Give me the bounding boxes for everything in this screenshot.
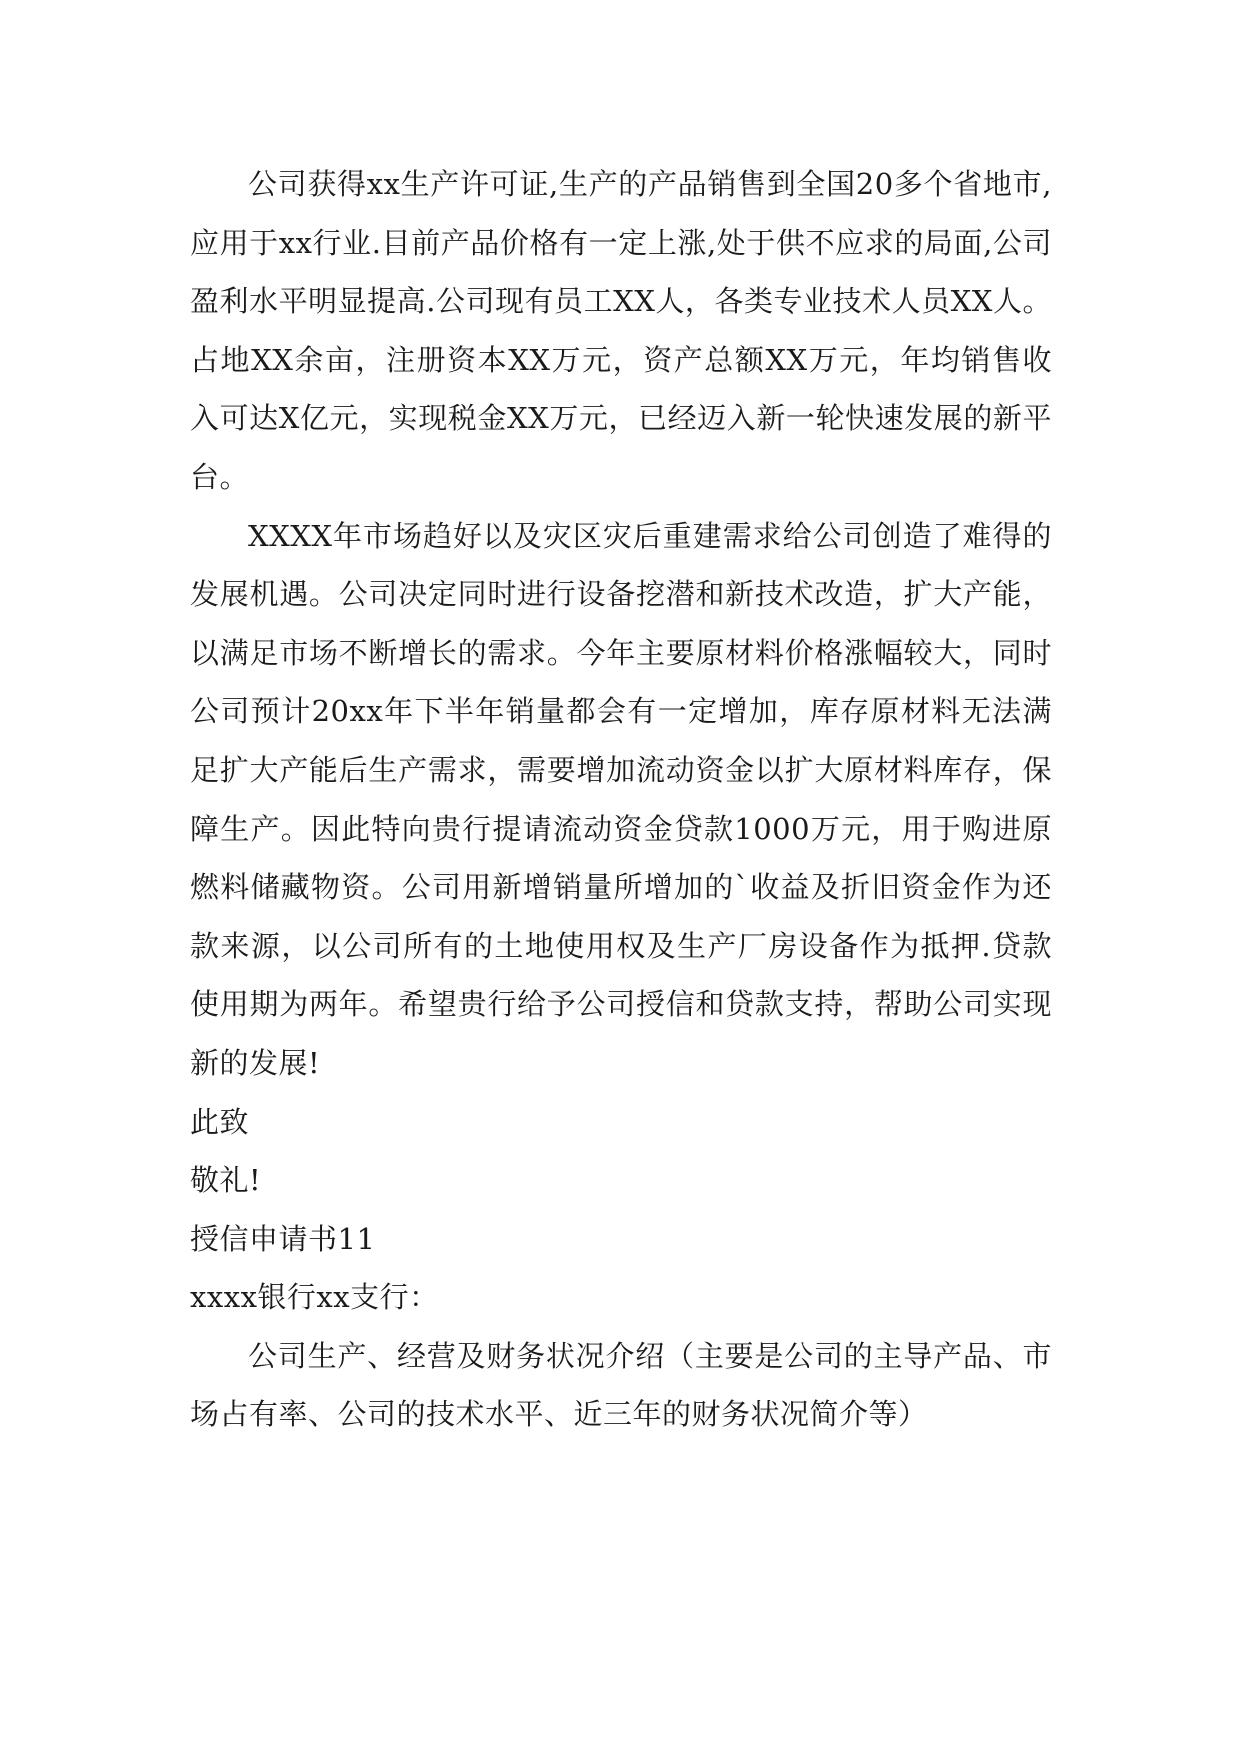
body-paragraph-loan-request: XXXX年市场趋好以及灾区灾后重建需求给公司创造了难得的发展机遇。公司决定同时进行设备挖潜和新技术改造，扩大产能，以满足市场不断增长的需求。今年主要原材料价格涨幅较大，同时公司预计20xx年下半年销量都会有一定增加，库存原材料无法满足扩大产能后生产需求，需要增加流动资金以扩大原材料库存，保障生产。因此特向贵行提请流动资金贷款1000万元，用于购进原燃料储藏物资。公司用新增销量所增加的`收益及折旧资金作为还款来源，以公司所有的土地使用权及生产厂房设备作为抵押.贷款使用期为两年。希望贵行给予公司授信和贷款支持，帮助公司实现新的发展! bbox=[190, 518, 1052, 1080]
closing-regards: 敬礼! bbox=[190, 1163, 262, 1198]
addressee: xxxx银行xx支行： bbox=[190, 1280, 439, 1315]
section-title: 授信申请书11 bbox=[190, 1221, 376, 1256]
body-paragraph-company-intro: 公司获得xx生产许可证,生产的产品销售到全国20多个省地市,应用于xx行业.目前产品价格有一定上涨,处于供不应求的局面,公司盈利水平明显提高.公司现有员工XX人，各类专业技术人员XX人。占地XX余亩，注册资本XX万元，资产总额XX万元，年均销售收入可达X亿元，实现税金XX万元，已经迈入新一轮快速发展的新平台。 bbox=[190, 167, 1052, 494]
closing-salutation: 此致 bbox=[190, 1104, 250, 1139]
body-paragraph-company-overview: 公司生产、经营及财务状况介绍（主要是公司的主导产品、市场占有率、公司的技术水平、近三年的财务状况简介等） bbox=[190, 1338, 1052, 1432]
document-body bbox=[190, 155, 1052, 1444]
